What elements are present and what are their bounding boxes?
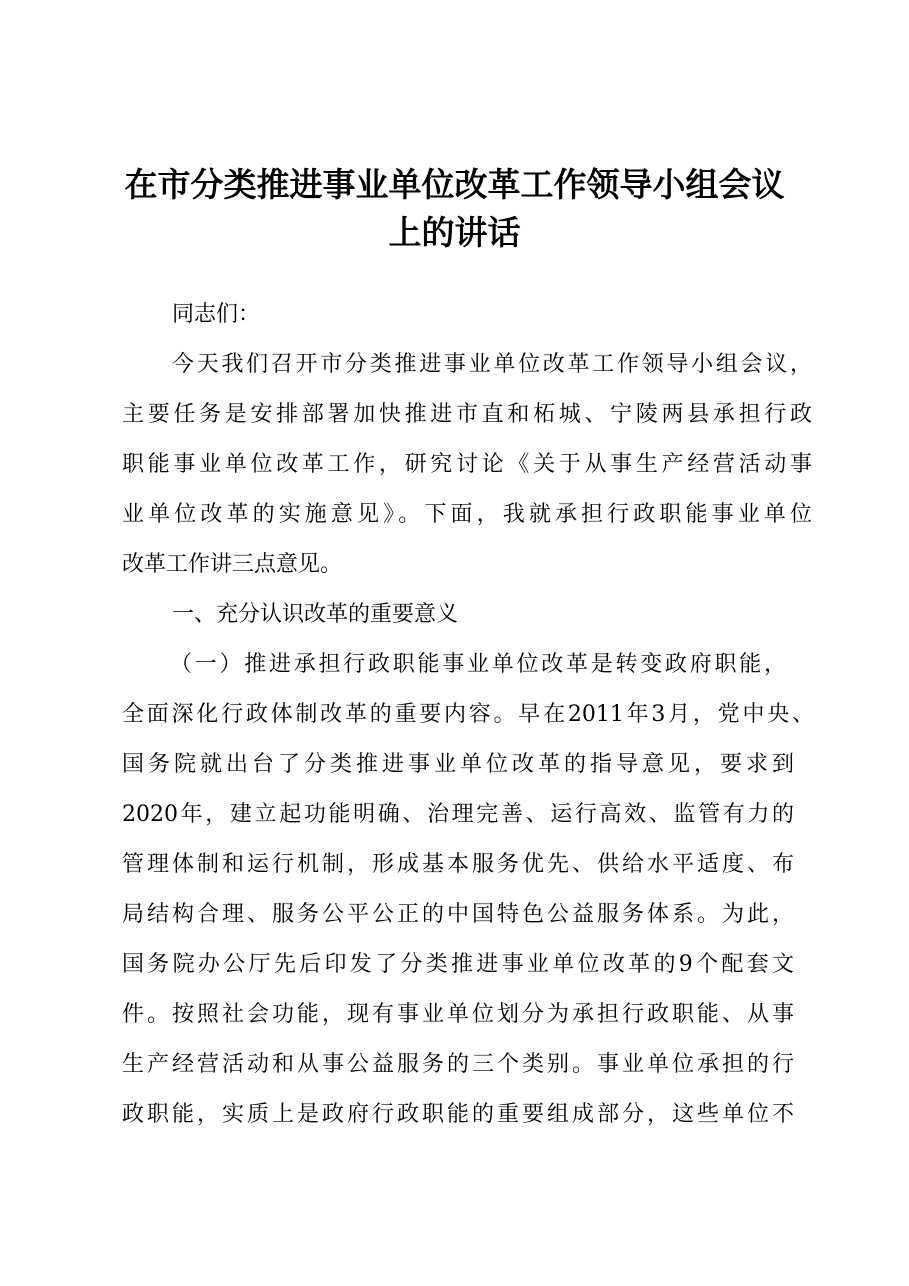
document-title-line-2: 上的讲话 [388,213,521,252]
body-line: 主要任务是安排部署加快推进市直和柘城、宁陵两县承担行政 [122,402,812,427]
body-line: 全面深化行政体制改革的重要内容。早在2011年3月，党中央、 [122,702,814,727]
body-line: 业单位改革的实施意见》。下面，我就承担行政职能事业单位 [122,502,812,527]
body-line: 职能事业单位改革工作，研究讨论《关于从事生产经营活动事 [122,452,812,477]
body-line: 生产经营活动和从事公益服务的三个类别。事业单位承担的行 [122,1052,794,1077]
body-line: 政职能，实质上是政府行政职能的重要组成部分，这些单位不 [122,1102,794,1127]
body-line: 国务院就出台了分类推进事业单位改革的指导意见，要求到 [122,752,794,777]
body-line: （一）推进承担行政职能事业单位改革是转变政府职能， [170,652,786,677]
body-line: 国务院办公厅先后印发了分类推进事业单位改革的9个配套文 [122,952,794,977]
body-line: 件。按照社会功能，现有事业单位划分为承担行政职能、从事 [122,1002,794,1027]
body-line: 今天我们召开市分类推进事业单位改革工作领导小组会议， [172,352,812,377]
body-line: 管理体制和运行机制，形成基本服务优先、供给水平适度、布 [122,852,794,877]
document-title-line-1: 在市分类推进事业单位改革工作领导小组会议 [124,165,785,204]
salutation: 同志们： [172,302,261,327]
body-line: 局结构合理、服务公平公正的中国特色公益服务体系。为此， [122,902,794,927]
body-line: 2020年，建立起功能明确、治理完善、运行高效、监管有力的 [122,802,794,827]
section-heading: 一、充分认识改革的重要意义 [172,602,459,627]
body-line: 改革工作讲三点意见。 [122,552,343,577]
